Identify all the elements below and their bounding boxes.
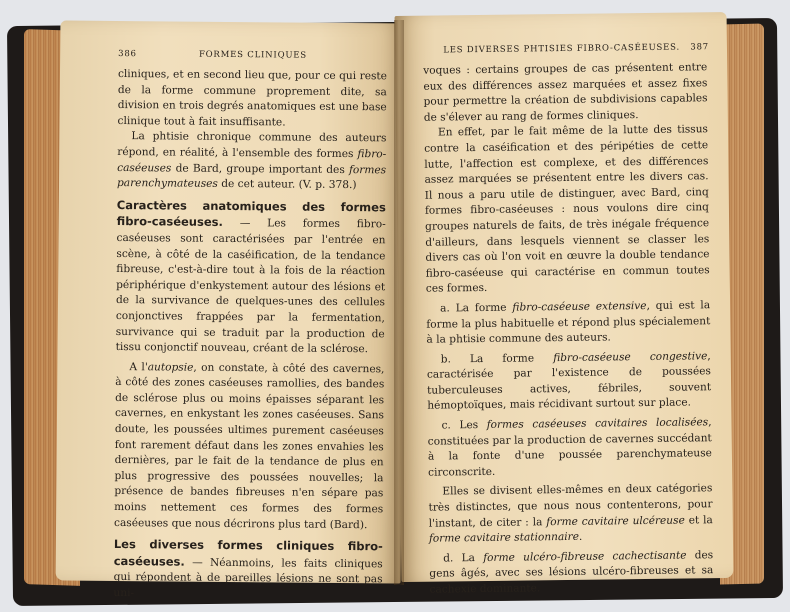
text-run: a. La forme xyxy=(440,301,513,315)
right-paragraph-6 xyxy=(428,482,713,548)
right-page-body xyxy=(395,60,734,599)
italic-term: fibro-caséeuse congestive xyxy=(553,349,708,364)
book-gutter xyxy=(394,20,404,585)
section-heading-clinical: Les diverses formes cliniques fibro-caséeuses. xyxy=(113,537,383,569)
text-run: de Bard, groupe important des xyxy=(171,162,350,176)
text-run: , qui est la forme la plus habituelle et répond plus spécialement à la phtisie commune des auteurs. xyxy=(426,299,711,346)
section-clinical-forms xyxy=(113,537,383,604)
italic-term: formes parenchymateuses xyxy=(116,163,387,191)
text-run: La phtisie chronique commune des auteurs répond, en réalité, à l'ensemble des formes xyxy=(117,130,387,161)
italic-term: fibro-caséeuse extensive xyxy=(512,299,647,314)
text-run: , caractérisée par l'existence de poussées tuberculeuses actives, fébriles, souvent hémoptoïques, mais récidivant surtout sur place. xyxy=(426,349,712,413)
text-run: . xyxy=(578,531,583,544)
section-text-anatomical: — Les formes fibro-caséeuses sont caractérisées par l'entrée en scène, à côté de la caséification, de la tendance fibreuse, c'est-à-dire tout à la fois de la réaction périphérique d'enkystement autour des lésions et de la survivance de quelques-unes des cellules conjonctives frappées par la fermentation, survivance qui se traduit par la production de tissu conjonctif nouveau, créant de la sclérose. xyxy=(115,217,386,356)
italic-term: fibro-caséeuses xyxy=(117,148,387,175)
text-run: c. Les xyxy=(441,419,487,432)
text-run: de cet auteur. (V. p. 378.) xyxy=(217,178,357,192)
right-page-number: 387 xyxy=(690,42,710,53)
right-paragraph-4 xyxy=(427,349,712,415)
left-page xyxy=(56,21,406,600)
text-run: cliniques, et en second lieu que, pour ce qui reste de la forme commune proprement dite, sa division en trois degrés anatomiques est une base clinique tout à fait insuffisante. xyxy=(117,68,388,129)
left-page-number: 386 xyxy=(118,49,137,60)
section-text-clinical: — Néanmoins, les faits cliniques qui répondent à de pareilles lésions ne sont pas uni- xyxy=(113,556,383,600)
text-run: , constituées par la production de cavernes succédant à la fonte d'une poussée parenchymateuse circonscrite. xyxy=(427,416,712,479)
right-page xyxy=(395,12,734,596)
right-paragraph-1 xyxy=(423,60,708,126)
text-run: Elles se divisent elles-mêmes en deux catégories très distinctes, que nous nous contenterons, pour l'instant, de citer : la xyxy=(428,482,713,530)
italic-term: forme cavitaire stationnaire xyxy=(428,531,580,545)
left-paragraph-2 xyxy=(117,129,387,194)
right-paragraph-7 xyxy=(429,548,714,598)
left-page-body xyxy=(55,67,405,605)
text-run: , on constate, à côté des cavernes, à côté des zones caséeuses ramollies, des bandes de sclérose plus ou moins épaisses séparant les cavernes, en enkystant les zones caséeuses. Sans doute, les poussées ultimes purement caséeuses font rarement défaut dans les zones envahies les dernières, par le fait de la tendance de plus en plus progressive des poussées nouvelles; la présence de bandes fibreuses n'en sépare pas moins nettement ces formes des formes caséeuses que nous décrirons plus tard (Bard). xyxy=(114,361,385,531)
left-page-header xyxy=(60,21,405,62)
italic-term: forme cavitaire ulcéreuse xyxy=(546,514,685,528)
left-paragraph-autopsy xyxy=(114,360,384,534)
text-run: En effet, par le fait même de la lutte des tissus contre la caséification et des péripéties de cette lutte, l'affection est complexe, et des différences assez marquées se présentent entre les divers cas. Il nous a paru utile de distinguer, avec Bard, cinq formes fibro-caséeuses : nous voulons dire cinq groupes naturels de faits, de très inégale fréquence d'ailleurs, dans lesquels viennent se classer les divers cas où l'on voit en œuvre la double tendance fibro-caséeuse qui caractérise en commun toutes ces formes. xyxy=(424,123,710,295)
text-run: b. La forme xyxy=(440,351,554,366)
section-heading-anatomical: Caractères anatomiques des formes fibro-caséeuses. xyxy=(116,197,386,230)
left-paragraph-1 xyxy=(118,67,388,132)
right-paragraph-2 xyxy=(424,123,710,298)
text-run: et la xyxy=(684,513,713,527)
right-paragraph-3 xyxy=(426,298,711,348)
text-run: des gens âgés, avec ses lésions ulcéro-fibreuses et sa cachexie dominante. xyxy=(429,549,714,596)
text-run: A l' xyxy=(129,360,148,373)
italic-term: autopsie xyxy=(147,360,194,374)
right-paragraph-5 xyxy=(427,415,712,481)
text-run: voques : certains groupes de cas présentent entre eux des différences assez marquées et assez fixes pour permettre la création de subdivisions capables de s'élever au rang de formes cliniques. xyxy=(423,61,708,124)
italic-term: forme ulcéro-fibreuse cachectisante xyxy=(483,549,687,564)
right-running-head: LES DIVERSES PHTISIES FIBRO-CASÉEUSES. xyxy=(443,42,681,56)
section-anatomical-characters xyxy=(116,198,386,358)
right-page-header xyxy=(395,12,727,56)
italic-term: formes caséeuses cavitaires localisées xyxy=(486,416,709,432)
left-running-head: FORMES CLINIQUES xyxy=(198,49,307,61)
text-run: d. La xyxy=(443,551,484,565)
